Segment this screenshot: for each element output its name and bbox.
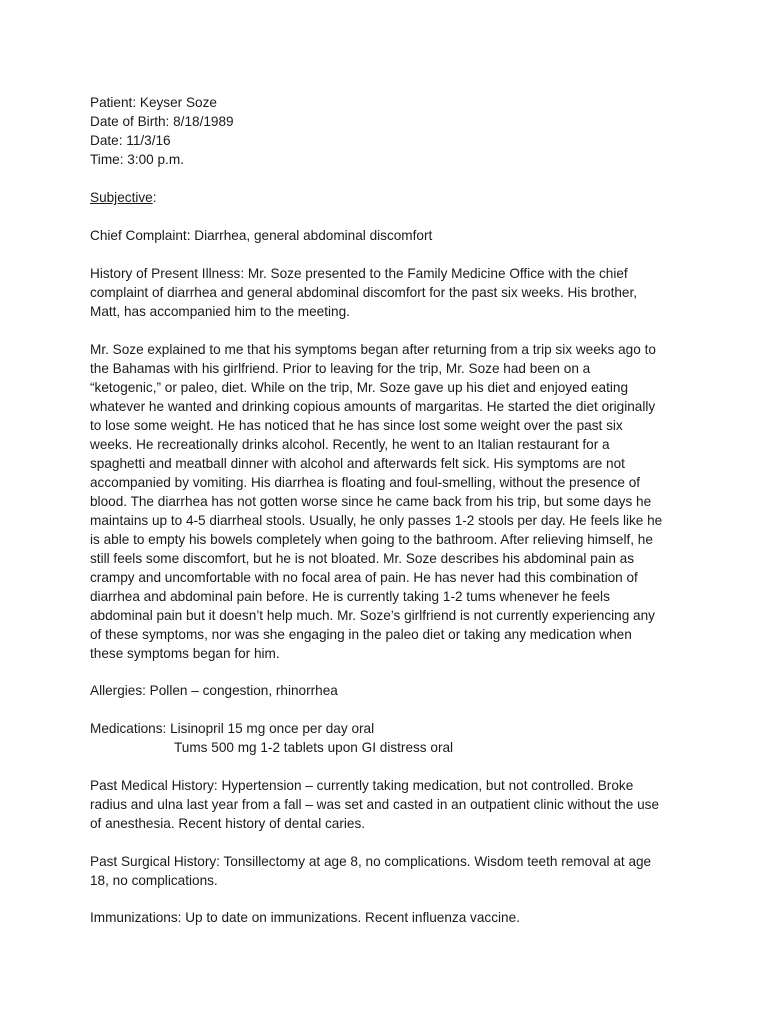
narrative-line: diarrhea and abdominal pain before. He is currently taking 1-2 tums whenever he feels xyxy=(90,589,610,604)
hpi-narrative xyxy=(90,340,710,663)
narrative-line: to lose some weight. He has noticed that he has since lost some weight over the past six xyxy=(90,418,623,433)
narrative-line: still feels some discomfort, but he is not bloated. Mr. Soze describes his abdominal pain as xyxy=(90,551,635,566)
immunizations xyxy=(90,908,710,927)
narrative-line: accompanied by vomiting. His diarrhea is floating and foul-smelling, without the presence of xyxy=(90,475,641,490)
chief-complaint xyxy=(90,226,710,245)
narrative-line: crampy and uncomfortable with no focal area of pain. He has never had this combination of xyxy=(90,570,638,585)
narrative-line: whatever he wanted and drinking copious amounts of margaritas. He started the diet originally xyxy=(90,399,656,414)
narrative-line: these symptoms began for him. xyxy=(90,646,280,661)
narrative-line: “ketogenic,” or paleo, diet. While on the trip, Mr. Soze gave up his diet and enjoyed eating xyxy=(90,380,629,395)
past-surgical-history xyxy=(90,852,710,890)
narrative-line: spaghetti and meatball dinner with alcohol and afterwards felt sick. His symptoms are not xyxy=(90,456,625,471)
medication-line: Medications: Lisinopril 15 mg once per day oral xyxy=(90,721,375,736)
chief-complaint-text: Chief Complaint: Diarrhea, general abdominal discomfort xyxy=(90,228,433,243)
psh-line: 18, no complications. xyxy=(90,873,218,888)
hpi-line: complaint of diarrhea and general abdominal discomfort for the past six weeks. His brother, xyxy=(90,285,638,300)
medication-line: Tums 500 mg 1-2 tablets upon GI distress oral xyxy=(174,740,454,755)
history-present-illness xyxy=(90,264,710,321)
past-medical-history xyxy=(90,776,710,833)
narrative-line: weeks. He recreationally drinks alcohol. Recently, he went to an Italian restaurant for a xyxy=(90,437,610,452)
pmh-line: of anesthesia. Recent history of dental caries. xyxy=(90,816,366,831)
allergies-text: Allergies: Pollen – congestion, rhinorrhea xyxy=(90,683,338,698)
medications xyxy=(90,719,710,757)
visit-date: Date: 11/3/16 xyxy=(90,133,171,148)
narrative-line: maintains up to 4-5 diarrheal stools. Usually, he only passes 1-2 stools per day. He feels like he xyxy=(90,513,663,528)
subjective-colon: : xyxy=(152,190,157,205)
date-of-birth: Date of Birth: 8/18/1989 xyxy=(90,114,234,129)
pmh-line: radius and ulna last year from a fall – was set and casted in an outpatient clinic without the use xyxy=(90,797,659,812)
narrative-line: the Bahamas with his girlfriend. Prior to leaving for the trip, Mr. Soze had been on a xyxy=(90,361,591,376)
immunizations-text: Immunizations: Up to date on immunizations. Recent influenza vaccine. xyxy=(90,910,520,925)
narrative-line: abdominal pain but it doesn’t help much. Mr. Soze’s girlfriend is not currently experiencing any xyxy=(90,608,655,623)
allergies xyxy=(90,681,710,700)
patient-header xyxy=(90,93,710,169)
hpi-line: Matt, has accompanied him to the meeting. xyxy=(90,304,350,319)
patient-name: Patient: Keyser Soze xyxy=(90,95,217,110)
hpi-line: History of Present Illness: Mr. Soze presented to the Family Medicine Office with the chief xyxy=(90,266,628,281)
pmh-line: Past Medical History: Hypertension – currently taking medication, but not controlled. Broke xyxy=(90,778,634,793)
narrative-line: Mr. Soze explained to me that his symptoms began after returning from a trip six weeks ago to xyxy=(90,342,656,357)
narrative-line: blood. The diarrhea has not gotten worse since he came back from his trip, but some days he xyxy=(90,494,652,509)
narrative-line: is able to empty his bowels completely when going to the bathroom. After relieving himself, he xyxy=(90,532,653,547)
subjective-label: Subjective xyxy=(90,190,153,205)
psh-line: Past Surgical History: Tonsillectomy at age 8, no complications. Wisdom teeth removal at age xyxy=(90,854,652,869)
visit-time: Time: 3:00 p.m. xyxy=(90,152,184,167)
subjective-heading xyxy=(90,188,710,207)
narrative-line: of these symptoms, nor was she engaging in the paleo diet or taking any medication when xyxy=(90,627,632,642)
